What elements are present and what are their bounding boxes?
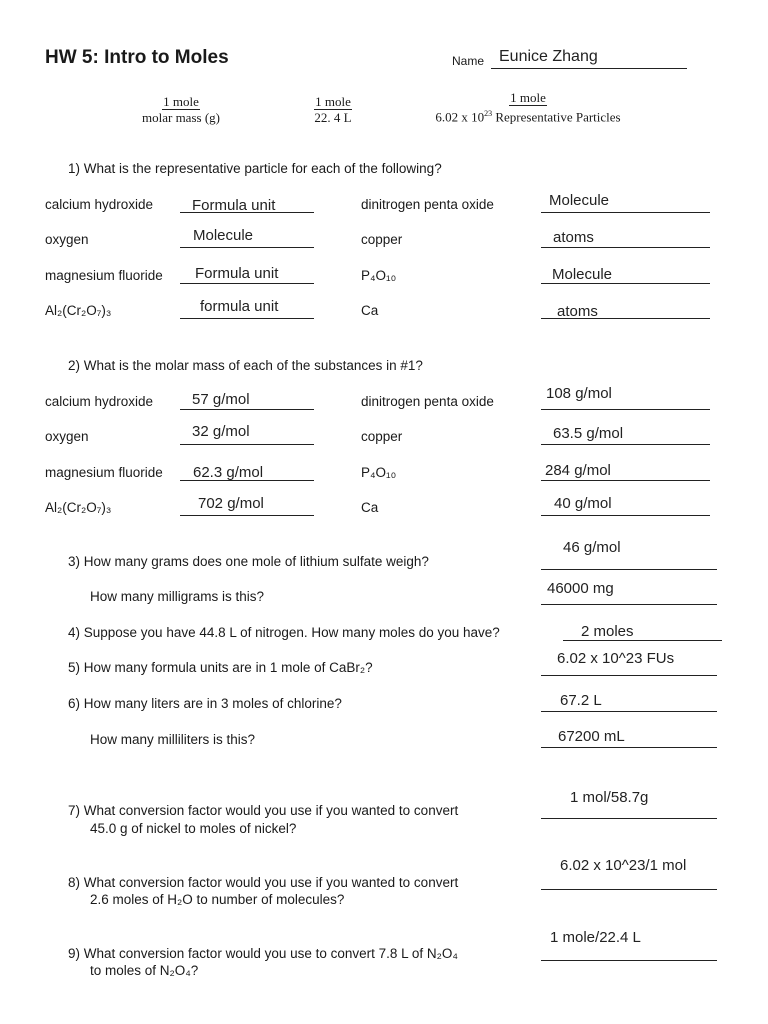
answer-line xyxy=(180,318,314,319)
question-7-prompt-line2: 45.0 g of nickel to moles of nickel? xyxy=(90,821,297,836)
q1-substance: Al₂(Cr₂O₇)₃ xyxy=(45,303,112,318)
answer-line xyxy=(541,889,717,890)
question-1-prompt: 1) What is the representative particle for each of the following? xyxy=(68,161,442,176)
q2-answer: 57 g/mol xyxy=(192,391,250,408)
denominator-prefix: 6.02 x 10 xyxy=(435,109,485,125)
name-field-line xyxy=(491,68,687,69)
answer-line xyxy=(180,247,314,248)
q2-answer: 32 g/mol xyxy=(192,423,250,440)
student-name: Eunice Zhang xyxy=(499,48,598,65)
q1-answer: Formula unit xyxy=(195,265,279,282)
answer-line xyxy=(180,283,314,284)
question-8-prompt-line1: 8) What conversion factor would you use if you wanted to convert xyxy=(68,875,459,890)
q1-answer: Molecule xyxy=(549,192,610,209)
q1-substance: Ca xyxy=(361,303,379,318)
fraction-denominator xyxy=(428,106,628,124)
page-title: HW 5: Intro to Moles xyxy=(45,47,229,68)
q2-substance: Al₂(Cr₂O₇)₃ xyxy=(45,500,112,515)
conversion-factor-volume xyxy=(303,94,363,125)
answer-line xyxy=(180,444,314,445)
fraction-denominator: 22. 4 L xyxy=(314,110,352,125)
question-5-prompt: 5) How many formula units are in 1 mole of CaBr₂? xyxy=(68,660,373,675)
q2-answer: 40 g/mol xyxy=(554,495,612,512)
question-4-prompt: 4) Suppose you have 44.8 L of nitrogen. How many moles do you have? xyxy=(68,625,500,640)
q1-substance: copper xyxy=(361,232,403,247)
fraction-numerator: 1 mole xyxy=(315,94,351,109)
q2-answer: 284 g/mol xyxy=(545,462,611,479)
q1-answer: Molecule xyxy=(552,266,613,283)
q2-answer: 108 g/mol xyxy=(546,385,612,402)
denominator-suffix: Representative Particles xyxy=(492,109,621,125)
q1-answer: atoms xyxy=(557,303,598,320)
answer-line xyxy=(541,569,717,570)
conversion-factor-molar-mass xyxy=(135,94,227,125)
question-3-subanswer: 46000 mg xyxy=(547,580,614,597)
answer-line xyxy=(541,818,717,819)
answer-line xyxy=(541,283,710,284)
answer-line xyxy=(541,247,710,248)
question-3-prompt: 3) How many grams does one mole of lithium sulfate weigh? xyxy=(68,554,429,569)
conversion-factor-particles xyxy=(428,90,628,124)
question-6-subprompt: How many milliliters is this? xyxy=(90,732,256,747)
question-4-answer: 2 moles xyxy=(581,623,634,640)
answer-line xyxy=(541,409,710,410)
question-9-prompt-line1: 9) What conversion factor would you use to convert 7.8 L of N₂O₄ xyxy=(68,946,458,961)
q1-answer: formula unit xyxy=(200,298,279,315)
q1-substance: dinitrogen penta oxide xyxy=(361,197,494,212)
q2-answer: 62.3 g/mol xyxy=(193,464,264,481)
q1-answer: Molecule xyxy=(193,227,254,244)
fraction-denominator: molar mass (g) xyxy=(142,110,220,125)
question-6-answer: 67.2 L xyxy=(560,692,602,709)
answer-line xyxy=(541,212,710,213)
q2-substance: Ca xyxy=(361,500,379,515)
answer-line xyxy=(541,747,717,748)
answer-line xyxy=(563,640,722,641)
q1-answer: Formula unit xyxy=(192,197,276,214)
fraction-numerator: 1 mole xyxy=(510,90,546,105)
q2-substance: oxygen xyxy=(45,429,89,444)
answer-line xyxy=(541,515,710,516)
denominator-exponent: 23 xyxy=(484,109,493,118)
q2-substance: P₄O₁₀ xyxy=(361,465,397,480)
fraction-numerator: 1 mole xyxy=(163,94,199,109)
question-5-answer: 6.02 x 10^23 FUs xyxy=(557,650,675,667)
question-6-subanswer: 67200 mL xyxy=(558,728,625,745)
question-7-prompt-line1: 7) What conversion factor would you use if you wanted to convert xyxy=(68,803,459,818)
q2-substance: calcium hydroxide xyxy=(45,394,154,409)
question-2-prompt: 2) What is the molar mass of each of the substances in #1? xyxy=(68,358,423,373)
answer-line xyxy=(541,444,710,445)
q2-substance: dinitrogen penta oxide xyxy=(361,394,494,409)
answer-line xyxy=(541,675,717,676)
q2-answer: 63.5 g/mol xyxy=(553,425,624,442)
question-3-answer: 46 g/mol xyxy=(563,539,621,556)
q2-answer: 702 g/mol xyxy=(198,495,264,512)
q2-substance: copper xyxy=(361,429,403,444)
answer-line xyxy=(180,409,314,410)
answer-line xyxy=(541,480,710,481)
question-3-subprompt: How many milligrams is this? xyxy=(90,589,265,604)
question-9-answer: 1 mole/22.4 L xyxy=(550,929,641,946)
name-label: Name xyxy=(452,54,485,68)
q1-substance: magnesium fluoride xyxy=(45,268,163,283)
answer-line xyxy=(541,711,717,712)
q1-substance: P₄O₁₀ xyxy=(361,268,397,283)
question-6-prompt: 6) How many liters are in 3 moles of chlorine? xyxy=(68,696,342,711)
q1-substance: calcium hydroxide xyxy=(45,197,154,212)
question-8-answer: 6.02 x 10^23/1 mol xyxy=(560,857,687,874)
answer-line xyxy=(541,960,717,961)
q2-substance: magnesium fluoride xyxy=(45,465,163,480)
question-9-prompt-line2: to moles of N₂O₄? xyxy=(90,963,199,978)
answer-line xyxy=(180,515,314,516)
q1-answer: atoms xyxy=(553,229,594,246)
question-8-prompt-line2: 2.6 moles of H₂O to number of molecules? xyxy=(90,892,345,907)
answer-line xyxy=(541,604,717,605)
q1-substance: oxygen xyxy=(45,232,89,247)
question-7-answer: 1 mol/58.7g xyxy=(570,789,649,806)
